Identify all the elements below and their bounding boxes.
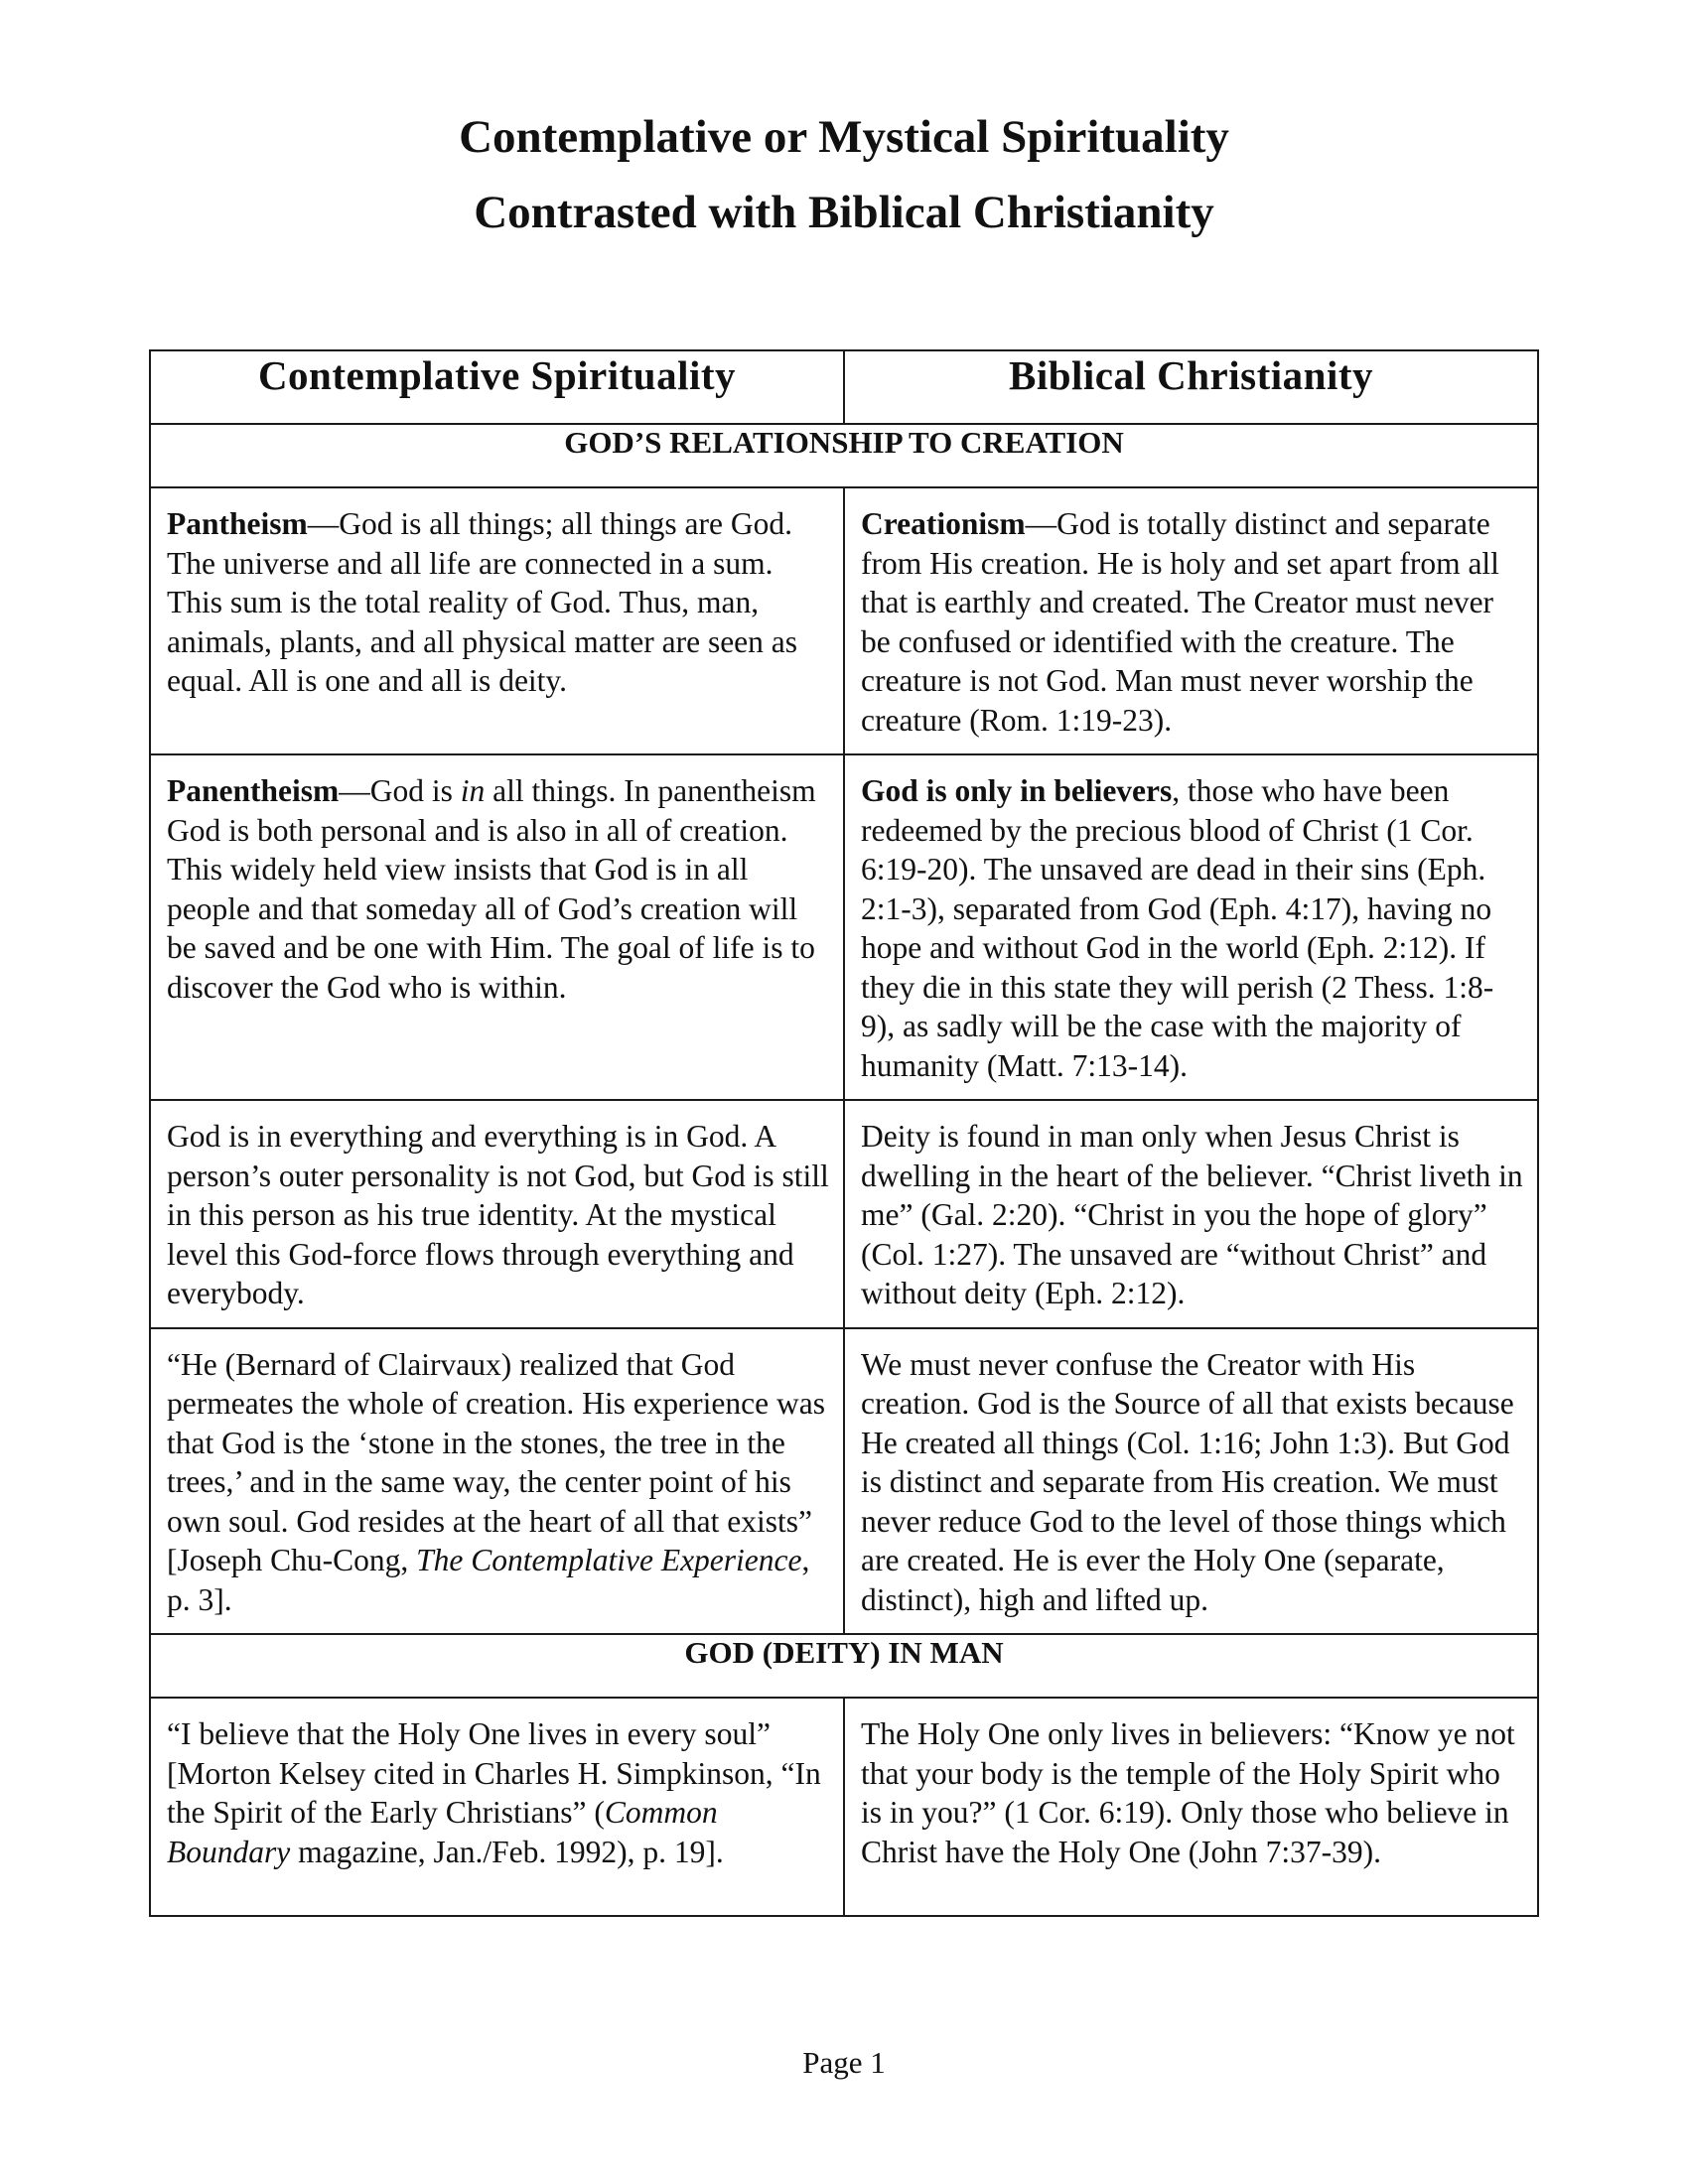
term-creationism: Creationism (861, 506, 1026, 541)
header-row (150, 350, 1538, 424)
page-number: Page 1 (802, 2045, 886, 2080)
cell-text: , p. 3]. (167, 1543, 810, 1617)
cell-text: —God is all things; all things are God. The universe and all life are connected in a sum. This sum is the total reality of God. Thus, man, animals, plants, and all physical matter are seen as equal. All is one and all is deity. (167, 506, 798, 698)
cell-pantheism (150, 487, 844, 754)
comparison-table (149, 349, 1539, 1917)
table-row (150, 1328, 1538, 1635)
section-heading-deity-in-man: GOD (DEITY) IN MAN (150, 1634, 1538, 1698)
cell-text: “I believe that the Holy One lives in every soul” [Morton Kelsey cited in Charles H. Simpkinson, “In the Spirit of the Early Christians” ( (167, 1716, 821, 1830)
cell-kelsey-quote (150, 1698, 844, 1916)
cell-bernard-quote (150, 1328, 844, 1635)
book-title: The Contemplative Experience (416, 1543, 802, 1577)
title-line-2: Contrasted with Biblical Christianity (474, 187, 1214, 238)
cell-god-in-believers (844, 754, 1538, 1100)
cell-text: magazine, Jan./Feb. 1992), p. 19]. (290, 1834, 724, 1869)
cell-text: all things. In panentheism God is both personal and is also in all of creation. This widely held view insists that God is in all people and that someday all of God’s creation will be saved and be one with Him. The goal of life is to discover the God who is within. (167, 773, 816, 1005)
title-line-1: Contemplative or Mystical Spirituality (459, 111, 1229, 163)
cell-panentheism (150, 754, 844, 1100)
column-header-contemplative: Contemplative Spirituality (150, 350, 844, 424)
cell-holy-one-believers: The Holy One only lives in believers: “Know ye not that your body is the temple of the Holy Spirit who is in you?” (1 Cor. 6:19). Only those who believe in Christ have the Holy One (John 7:37-39). (844, 1698, 1538, 1916)
cell-god-in-everything: God is in everything and everything is in God. A person’s outer personality is not God, but God is still in this person as his true identity. At the mystical level this God-force flows through everything and everybody. (150, 1100, 844, 1328)
cell-text: —God is totally distinct and separate from His creation. He is holy and set apart from all that is earthly and created. The Creator must never be confused or identified with the creature. The creature is not God. Man must never worship the creature (Rom. 1:19-23). (861, 506, 1499, 738)
magazine-title: Common Boundary (167, 1795, 718, 1869)
section-heading-creation: GOD’S RELATIONSHIP TO CREATION (150, 424, 1538, 487)
cell-text: —God is (339, 773, 461, 808)
term-pantheism: Pantheism (167, 506, 308, 541)
cell-creator-distinct: We must never confuse the Creator with His creation. God is the Source of all that exists because He created all things (Col. 1:16; John 1:3). But God is distinct and separate from His creation. We must never reduce God to the level of those things which are created. He is ever the Holy One (separate, distinct), high and lifted up. (844, 1328, 1538, 1635)
table-row (150, 1698, 1538, 1916)
table-row (150, 1100, 1538, 1328)
cell-text: , those who have been redeemed by the precious blood of Christ (1 Cor. 6:19-20). The unsaved are dead in their sins (Eph. 2:1-3), separated from God (Eph. 4:17), having no hope and without God in the world (Eph. 2:12). If they die in this state they will perish (2 Thess. 1:8-9), as sadly will be the case with the majority of humanity (Matt. 7:13-14). (861, 773, 1494, 1083)
table-row (150, 754, 1538, 1100)
section-row (150, 424, 1538, 487)
cell-deity-in-man: Deity is found in man only when Jesus Christ is dwelling in the heart of the believer. “Christ liveth in me” (Gal. 2:20). “Christ in you the hope of glory” (Col. 1:27). The unsaved are “without Christ” and without deity (Eph. 2:12). (844, 1100, 1538, 1328)
table-row (150, 487, 1538, 754)
section-row (150, 1634, 1538, 1698)
cell-text-emphasis: in (460, 773, 486, 808)
term-panentheism: Panentheism (167, 773, 340, 808)
cell-text: “He (Bernard of Clairvaux) realized that God permeates the whole of creation. His experience was that God is the ‘stone in the stones, the tree in the trees,’ and in the same way, the center point of his own soul. God resides at the heart of all that exists” [Joseph Chu-Cong, (167, 1346, 825, 1577)
term-god-in-believers: God is only in believers (861, 773, 1173, 808)
cell-creationism (844, 487, 1538, 754)
column-header-biblical: Biblical Christianity (844, 350, 1538, 424)
document-title (0, 99, 1688, 250)
